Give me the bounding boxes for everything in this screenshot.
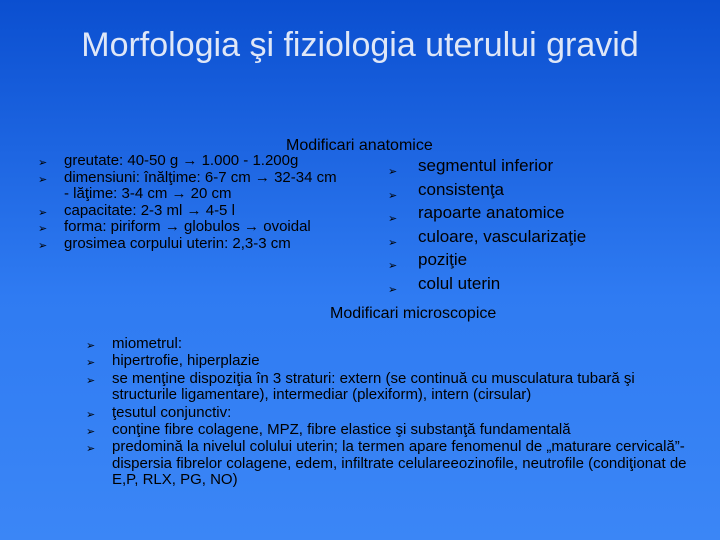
arrow-bullet-icon: ➢	[38, 156, 48, 169]
arrow-bullet-icon: ➢	[86, 442, 96, 456]
list-item: ➢ colul uterin	[388, 272, 678, 296]
microscopic-changes-heading: Modificari microscopice	[330, 305, 497, 322]
arrow-bullet-icon: ➢	[388, 188, 398, 202]
arrow-bullet-icon: ➢	[86, 425, 96, 439]
arrow-bullet-icon: ➢	[388, 235, 398, 249]
list-item: ➢ poziţie	[388, 248, 678, 272]
arrow-bullet-icon: ➢	[86, 407, 96, 421]
list-item: ➢ dimensiuni: înălţime: 6-7 cm → 32-34 cm - lăţime: 3-4 cm → 20 cm	[38, 168, 337, 203]
list-item: ➢ grosimea corpului uterin: 2,3-3 cm	[38, 236, 338, 253]
arrow-bullet-icon: ➢	[388, 259, 398, 272]
list-item: ➢ segmentul inferior	[388, 154, 678, 178]
list-item: ➢ hipertrofie, hiperplazie	[86, 353, 696, 369]
list-item: ➢ ţesutul conjunctiv:	[86, 405, 696, 421]
arrow-bullet-icon: ➢	[38, 205, 48, 219]
slide-title: Morfologia şi fiziologia uterului gravid	[81, 26, 639, 64]
anatomic-topics-list	[388, 154, 678, 295]
list-item: ➢ predomină la nivelul colului uterin; la termen apare fenomenul de „maturare cervicală”- dispersia fibrelor colagene, edem, infiltrate celulareeozinofile, neutrofile (condiţionat de E,P, RLX, PG, NO)	[86, 438, 687, 489]
list-item: ➢ miometrul:	[86, 336, 696, 352]
arrow-bullet-icon: ➢	[38, 222, 48, 236]
arrow-bullet-icon: ➢	[38, 238, 48, 252]
list-item: ➢ se menţine dispoziţia în 3 straturi: extern (se continuă cu musculatura tubară şi structurile ligamentare), intermediar (plexiform), intern (cirsular)	[86, 369, 635, 404]
arrow-bullet-icon: ➢	[388, 212, 398, 225]
list-item: ➢ consistenţa	[388, 178, 678, 202]
list-item: ➢ forma: piriform → globulos → ovoidal	[38, 219, 338, 236]
list-item: ➢ conţine fibre colagene, MPZ, fibre elastice şi substanţă fundamentală	[86, 422, 696, 438]
list-item: ➢ capacitate: 2-3 ml → 4-5 l	[38, 203, 338, 220]
anatomic-changes-heading: Modificari anatomice	[286, 137, 433, 154]
arrow-bullet-icon: ➢	[388, 282, 398, 296]
list-item: ➢ rapoarte anatomice	[388, 201, 678, 225]
arrow-bullet-icon: ➢	[86, 356, 96, 370]
arrow-bullet-icon: ➢	[38, 172, 48, 186]
arrow-bullet-icon: ➢	[388, 165, 398, 178]
list-item: ➢ culoare, vascularizaţie	[388, 225, 678, 249]
list-item: ➢ greutate: 40-50 g → 1.000 - 1.200g	[38, 153, 338, 170]
arrow-bullet-icon: ➢	[86, 373, 96, 387]
anatomic-measurements-list	[38, 153, 338, 253]
microscopic-changes-list	[86, 336, 696, 489]
arrow-bullet-icon: ➢	[86, 339, 96, 352]
